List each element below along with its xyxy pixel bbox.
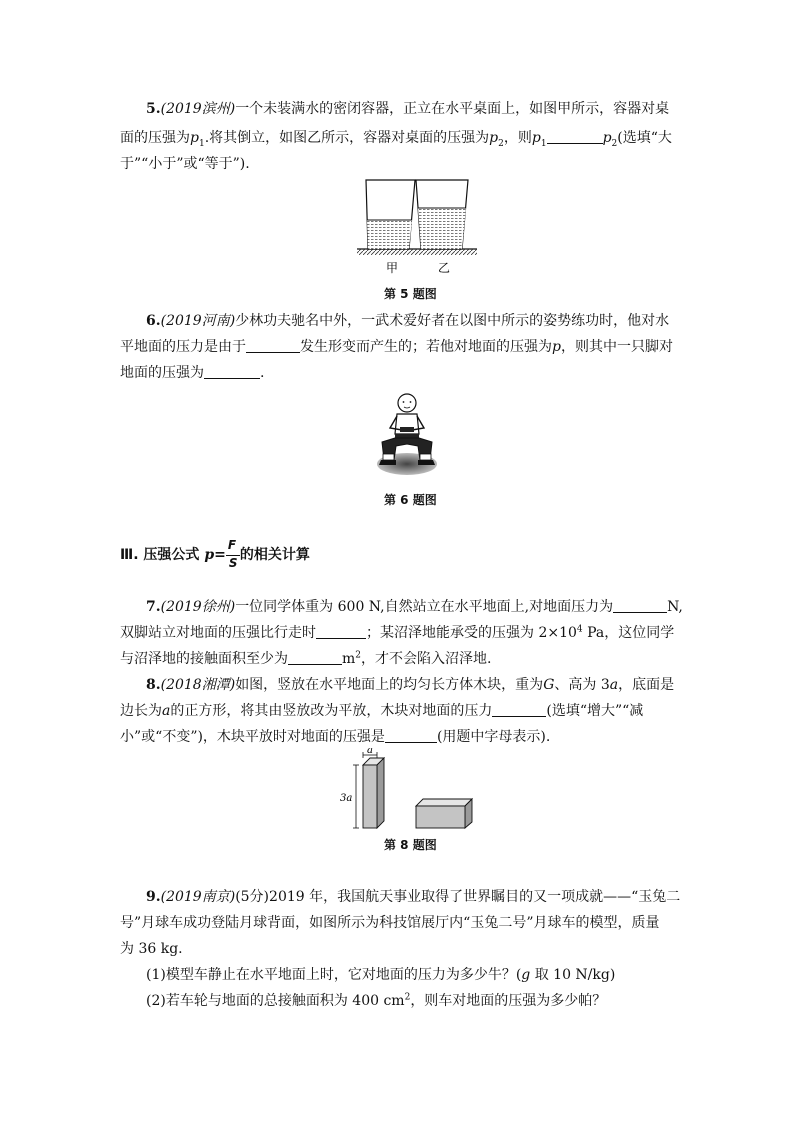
- q5-source: (2019滨州): [160, 101, 236, 117]
- q6-line1: 6.(2019河南)少林功夫驰名中外，一武术爱好者在以图中所示的姿势练功时，他对水: [146, 313, 670, 329]
- dim-3a-label: 3a: [340, 793, 353, 804]
- q9-line1: 9.(2019南京)(5分)2019 年，我国航天事业取得了世界瞩目的又一项成就——“玉兔二: [146, 889, 681, 905]
- q8-blocks-figure: [340, 748, 480, 832]
- q7-blank-2[interactable]: [316, 624, 366, 639]
- q9-sub1: (1)模型车静止在水平地面上时，它对地面的压力为多少牛？(g 取 10 N/kg): [146, 967, 616, 983]
- q7-blank-3[interactable]: [288, 650, 342, 665]
- q8-blank-2[interactable]: [385, 728, 437, 743]
- q5-line3: 于”“小于”或“等于”).: [120, 156, 250, 172]
- q6-number: 6.: [146, 313, 161, 329]
- q9-source: (2019南京): [160, 889, 236, 905]
- section-title: Ⅲ. 压强公式 p= $\frac{F}{S}$ 的相关计算: [120, 538, 310, 570]
- q6-source: (2019河南): [160, 313, 236, 329]
- q7-number: 7.: [146, 599, 161, 615]
- q7-source: (2019徐州): [160, 599, 236, 615]
- q9-line3: 为 36 kg.: [120, 941, 183, 957]
- q7-blank-1[interactable]: [613, 598, 667, 613]
- label-yi: 乙: [438, 261, 451, 275]
- q8-line1: 8.(2018湘潭)如图，竖放在水平地面上的均匀长方体木块，重为G、高为 3a，底面是: [146, 677, 675, 693]
- q7-line3: 与沼泽地的接触面积至少为 $m^2$，才不会陷入沼泽地.: [120, 650, 492, 667]
- q7-line2: 双脚站立对地面的压强比行走时 ；某沼泽地能承受的压强为 $2\times 10^4$ Pa，这位同学: [120, 624, 675, 641]
- q8-number: 8.: [146, 677, 161, 693]
- q7-line1: 7.(2019徐州)一位同学体重为 600 N,自然站立在水平地面上,对地面压力为 N,: [146, 599, 683, 615]
- q9-sub2: (2)若车轮与地面的总接触面积为 400 $cm^2$，则车对地面的压强为多少帕？: [146, 992, 607, 1009]
- q8-caption: 第 8 题图: [384, 838, 437, 852]
- horizontal-block: [416, 799, 472, 806]
- label-jia: 甲: [386, 261, 399, 275]
- q8-source: (2018湘潭): [160, 677, 236, 693]
- q5-number: 5.: [146, 101, 161, 117]
- dim-a-label: a: [367, 748, 373, 756]
- q9-points: (5分): [235, 889, 270, 905]
- q6-blank-1[interactable]: [246, 338, 300, 353]
- q5-answer-blank[interactable]: [547, 129, 603, 144]
- q5-line2: 面的压强为$p_1$.将其倒立，如图乙所示，容器对桌面的压强为$p_2$，则$p_1$ $p_2$(选填“大: [120, 130, 672, 149]
- q9-number: 9.: [146, 889, 161, 905]
- q5-containers-figure: [355, 175, 480, 280]
- pressure-formula-fraction: $\frac{F}{S}$: [226, 540, 240, 570]
- q9-line2: 号”月球车成功登陆月球背面，如图所示为科技馆展厅内“玉兔二号”月球车的模型，质量: [120, 915, 660, 931]
- q6-line2: 平地面的压力是由于 发生形变而产生的；若他对地面的压强为p，则其中一只脚对: [120, 339, 673, 355]
- q6-line3: 地面的压强为 .: [120, 365, 265, 381]
- q8-line3: 小”或“不变”)，木块平放时对地面的压强是 (用题中字母表示).: [120, 729, 551, 745]
- q6-caption: 第 6 题图: [384, 493, 437, 507]
- q8-line2: 边长为a的正方形，将其由竖放改为平放，木块对地面的压力 (选填“增大”“减: [120, 703, 644, 719]
- q6-blank-2[interactable]: [204, 364, 260, 379]
- q6-martial-artist-figure: [372, 390, 442, 478]
- q5-line1: 5.(2019滨州)一个未装满水的密闭容器，正立在水平桌面上，如图甲所示，容器对桌: [146, 101, 670, 117]
- q5-caption: 第 5 题图: [384, 287, 437, 301]
- q8-blank-1[interactable]: [492, 702, 546, 717]
